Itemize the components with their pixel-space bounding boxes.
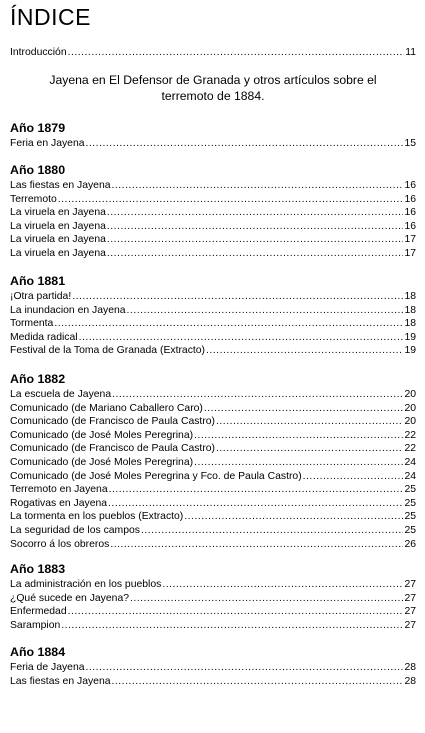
dot-leader xyxy=(303,470,404,484)
dot-leader xyxy=(54,317,403,331)
toc-entry xyxy=(10,415,416,429)
toc-entry-title: Enfermedad xyxy=(10,606,67,618)
toc-entry-page: 27 xyxy=(404,579,416,590)
year-section-1881 xyxy=(10,274,416,358)
toc-entry xyxy=(10,290,416,304)
toc-entry xyxy=(10,247,416,261)
toc-entry-page: 20 xyxy=(404,389,416,400)
dot-leader xyxy=(194,429,403,443)
toc-entry xyxy=(10,179,416,193)
toc-entry-page: 16 xyxy=(404,193,416,205)
toc-entry xyxy=(10,497,416,511)
toc-entry xyxy=(10,429,416,443)
toc-entry-page: 26 xyxy=(404,538,416,550)
toc-entry xyxy=(10,442,416,456)
year-heading: Año 1880 xyxy=(10,163,66,177)
toc-entry-title: La viruela en Jayena xyxy=(10,247,106,259)
toc-entry-title: Comunicado (de Francisco de Paula Castro) xyxy=(10,443,216,455)
toc-entry-title: Socorro á los obreros xyxy=(10,538,110,550)
toc-entry-page: 16 xyxy=(404,220,416,232)
dot-leader xyxy=(72,290,403,304)
year-section-1884 xyxy=(10,645,416,688)
dot-leader xyxy=(127,304,404,318)
dot-leader xyxy=(109,483,404,497)
dot-leader xyxy=(110,538,403,552)
toc-entry xyxy=(10,619,416,633)
toc-entry-page: 20 xyxy=(404,402,416,414)
toc-entry-title: Feria en Jayena xyxy=(10,138,85,149)
toc-entry xyxy=(10,317,416,331)
toc-entry-page: 15 xyxy=(404,138,416,149)
toc-entry-page: 24 xyxy=(404,456,416,468)
toc-entry-page: 25 xyxy=(404,497,416,509)
year-heading: Año 1882 xyxy=(10,372,66,386)
dot-leader xyxy=(206,344,403,358)
toc-entry-title: Tormenta xyxy=(10,318,54,330)
toc-entry-title: La seguridad de los campos xyxy=(10,524,140,536)
dot-leader xyxy=(58,193,404,207)
toc-entry-page: 17 xyxy=(404,234,416,246)
intro-entry-block xyxy=(10,46,416,60)
toc-entry-page: 24 xyxy=(404,470,416,482)
toc-entry-title: Sarampion xyxy=(10,619,61,631)
toc-entry-page: 11 xyxy=(405,47,416,58)
dot-leader xyxy=(86,661,404,675)
toc-entry xyxy=(10,456,416,470)
toc-entry-page: 18 xyxy=(404,304,416,316)
toc-entry-page: 16 xyxy=(404,207,416,219)
toc-entry-page: 22 xyxy=(404,443,416,455)
year-section-1883 xyxy=(10,562,416,632)
toc-entry xyxy=(10,344,416,358)
toc-entry-title: Festival de la Toma de Granada (Extracto) xyxy=(10,345,206,357)
toc-entry-page: 27 xyxy=(404,592,416,604)
dot-leader xyxy=(79,331,404,345)
toc-entry-page: 27 xyxy=(404,619,416,631)
toc-entry-page: 27 xyxy=(404,606,416,618)
subtitle-line: Jayena en El Defensor de Granada y otros artículos sobre el xyxy=(49,73,377,87)
toc-entry-page: 20 xyxy=(404,416,416,428)
toc-entry-page: 18 xyxy=(404,318,416,330)
year-section-1880 xyxy=(10,163,416,261)
toc-entry-title: La viruela en Jayena xyxy=(10,220,106,232)
dot-leader xyxy=(112,179,404,193)
toc-entry-title: Comunicado (de José Moles Peregrina) xyxy=(10,456,194,468)
toc-entry-title: Comunicado (de Mariano Caballero Caro) xyxy=(10,402,203,414)
page-title: ÍNDICE xyxy=(10,4,91,30)
section-subtitle xyxy=(10,73,416,104)
toc-entry-title: Medida radical xyxy=(10,331,78,343)
dot-leader xyxy=(204,402,404,416)
dot-leader xyxy=(216,442,403,456)
dot-leader xyxy=(108,497,403,511)
toc-entry xyxy=(10,402,416,416)
toc-entry xyxy=(10,592,416,606)
toc-entry-page: 19 xyxy=(404,345,416,357)
toc-entry-title: La viruela en Jayena xyxy=(10,207,106,219)
toc-entry-title: La administración en los pueblos xyxy=(10,579,162,590)
toc-entry-page: 25 xyxy=(404,484,416,496)
dot-leader xyxy=(162,578,403,592)
toc-entry-title: La viruela en Jayena xyxy=(10,234,106,246)
dot-leader xyxy=(68,46,405,60)
toc-entry-title: Terremoto en Jayena xyxy=(10,484,108,496)
dot-leader xyxy=(216,415,403,429)
dot-leader xyxy=(194,456,403,470)
toc-entry-page: 19 xyxy=(404,331,416,343)
dot-leader xyxy=(86,137,404,151)
toc-entry xyxy=(10,137,416,151)
toc-entry-page: 16 xyxy=(404,180,416,191)
toc-entry-title: Feria de Jayena xyxy=(10,662,85,673)
toc-entry-page: 22 xyxy=(404,429,416,441)
toc-entry-title: ¿Qué sucede en Jayena? xyxy=(10,592,129,604)
toc-entry xyxy=(10,331,416,345)
toc-entry xyxy=(10,470,416,484)
toc-entry-title: Comunicado (de Francisco de Paula Castro) xyxy=(10,416,216,428)
dot-leader xyxy=(107,220,404,234)
toc-entry xyxy=(10,538,416,552)
toc-entry xyxy=(10,675,416,689)
toc-entry-page: 28 xyxy=(404,662,416,673)
toc-entry-page: 17 xyxy=(404,247,416,259)
toc-entry-title: La tormenta en los pueblos (Extracto) xyxy=(10,511,184,523)
toc-entry-title: La escuela de Jayena xyxy=(10,389,112,400)
year-heading: Año 1884 xyxy=(10,645,66,659)
toc-entry xyxy=(10,206,416,220)
toc-entry xyxy=(10,510,416,524)
dot-leader xyxy=(112,388,403,402)
toc-entry-title: Introducción xyxy=(10,47,67,58)
dot-leader xyxy=(184,510,403,524)
toc-entry-title: Terremoto xyxy=(10,193,57,205)
toc-entry-page: 18 xyxy=(404,291,416,302)
toc-entry-title: Rogativas en Jayena xyxy=(10,497,108,509)
toc-entry-title: Comunicado (de José Moles Peregrina) xyxy=(10,429,194,441)
toc-entry xyxy=(10,388,416,402)
dot-leader xyxy=(107,247,404,261)
toc-entry-page: 25 xyxy=(404,524,416,536)
toc-entry-title: Comunicado (de José Moles Peregrina y Fco. de Paula Castro) xyxy=(10,470,302,482)
toc-entry xyxy=(10,605,416,619)
year-heading: Año 1881 xyxy=(10,274,66,288)
toc-entry xyxy=(10,304,416,318)
dot-leader xyxy=(61,619,403,633)
toc-entry-title: ¡Otra partida! xyxy=(10,291,72,302)
toc-entry xyxy=(10,661,416,675)
year-heading: Año 1879 xyxy=(10,121,66,135)
dot-leader xyxy=(68,605,404,619)
toc-entry xyxy=(10,46,416,60)
toc-entry xyxy=(10,193,416,207)
year-heading: Año 1883 xyxy=(10,562,66,576)
dot-leader xyxy=(141,524,403,538)
dot-leader xyxy=(112,675,404,689)
toc-entry-title: La inundacion en Jayena xyxy=(10,304,126,316)
dot-leader xyxy=(107,206,404,220)
toc-entry xyxy=(10,233,416,247)
toc-entry-page: 28 xyxy=(404,675,416,687)
year-section-1879 xyxy=(10,121,416,151)
toc-entry xyxy=(10,220,416,234)
subtitle-line: terremoto de 1884. xyxy=(161,88,265,103)
toc-entry-page: 25 xyxy=(404,511,416,523)
toc-entry-title: Las fiestas en Jayena xyxy=(10,675,111,687)
dot-leader xyxy=(107,233,404,247)
toc-entry xyxy=(10,524,416,538)
year-section-1882 xyxy=(10,372,416,551)
toc-entry xyxy=(10,578,416,592)
toc-entry-title: Las fiestas en Jayena xyxy=(10,180,111,191)
toc-entry xyxy=(10,483,416,497)
dot-leader xyxy=(130,592,403,606)
